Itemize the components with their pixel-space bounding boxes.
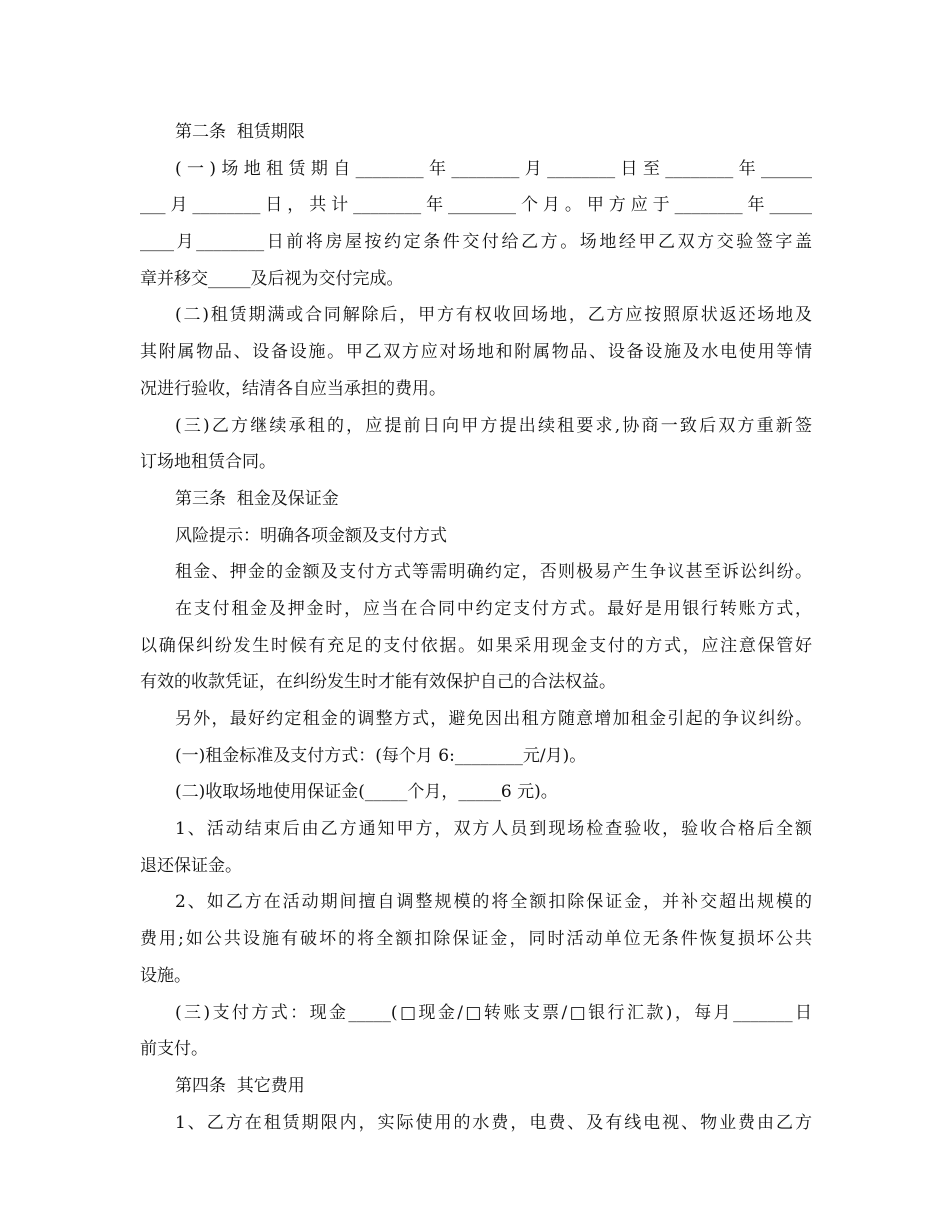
text-line: (一)租金标准及支付方式：(每个月 6:________元/月)。 (175, 745, 587, 766)
text-line: 前支付。 (140, 1039, 208, 1060)
text-line: 第二条 租赁期限 (175, 122, 305, 142)
text-line: 退还保证金。 (140, 855, 242, 876)
text-line: (二)租赁期满或合同解除后，甲方有权收回场地，乙方应按照原状返还场地及 (175, 305, 812, 326)
text-line: 另外，最好约定租金的调整方式，避免因出租方随意增加租金引起的争议纠纷。 (175, 709, 812, 729)
text-line: 订场地租赁合同。 (140, 452, 276, 473)
text-line: 费用;如公共设施有破坏的将全额扣除保证金，同时活动单位无条件恢复损坏公共 (140, 929, 812, 950)
text-line: 1、乙方在租赁期限内，实际使用的水费，电费、及有线电视、物业费由乙方 (175, 1112, 812, 1133)
text-line: 其附属物品、设备设施。甲乙双方应对场地和附属物品、设备设施及水电使用等情 (140, 342, 812, 363)
text-line: 租金、押金的金额及支付方式等需明确约定，否则极易产生争议甚至诉讼纠纷。 (175, 562, 812, 583)
text-line: (二)收取场地使用保证金(_____个月，_____6 元)。 (175, 782, 558, 803)
text-line: 章并移交_____及后视为交付完成。 (140, 268, 404, 289)
text-line: (三)支付方式：现金_____(□现金/□转账支票/□银行汇款)，每月_______日 (175, 1002, 812, 1023)
text-line: (一)场地租赁期自________年________月________日至________年______ (175, 158, 812, 179)
text-line: 1、活动结束后由乙方通知甲方，双方人员到现场检查验收，验收合格后全额 (175, 819, 812, 840)
text-line: 风险提示：明确各项金额及支付方式 (175, 525, 447, 546)
text-line: 第三条 租金及保证金 (175, 488, 339, 509)
text-line: 在支付租金及押金时，应当在合同中约定支付方式。最好是用银行转账方式， (175, 598, 812, 619)
text-line: 第四条 其它费用 (175, 1075, 305, 1096)
text-line: 设施。 (140, 965, 191, 986)
text-line: ___月________日，共计________年________个月。甲方应于________年_____ (140, 195, 812, 216)
text-line: 况进行验收，结清各自应当承担的费用。 (140, 378, 446, 399)
document-body (140, 114, 812, 1141)
text-line: ____月________日前将房屋按约定条件交付给乙方。场地经甲乙双方交验签字盖 (140, 232, 812, 253)
text-line: (三)乙方继续承租的，应提前日向甲方提出续租要求,协商一致后双方重新签 (175, 415, 812, 436)
text-line: 2、如乙方在活动期间擅自调整规模的将全额扣除保证金，并补交超出规模的 (175, 892, 812, 913)
text-line: 以确保纠纷发生时候有充足的支付依据。如果采用现金支付的方式，应注意保管好 (140, 635, 812, 656)
text-line: 有效的收款凭证，在纠纷发生时才能有效保护自己的合法权益。 (140, 672, 616, 693)
